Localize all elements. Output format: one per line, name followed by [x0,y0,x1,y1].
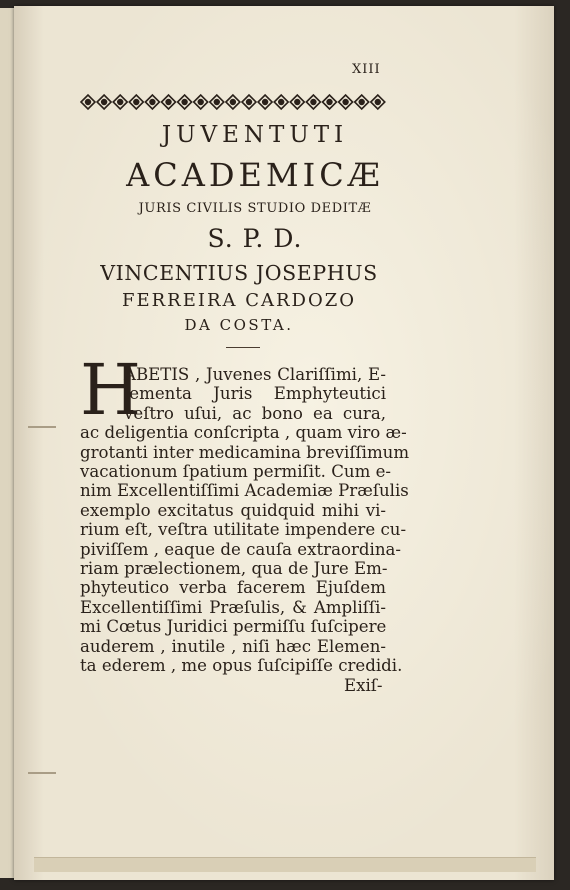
author-line-2: FERREIRA CARDOZO [121,290,357,311]
body-line: ABETIS , Juvenes Clariſſimi, E- [124,365,386,384]
body-line: riam prælectionem, qua de Jure Em- [80,559,388,578]
author-line-3: DA COSTA. [184,316,294,334]
heading-line-4: S. P. D. [207,224,303,253]
heading-line-3: JURIS CIVILIS STUDIO DEDITÆ [138,201,372,216]
heading-rule [226,347,260,348]
body-line: mi Cœtus Juridici permiſſu ſuſcipere [80,617,387,637]
body-line: auderem , inutile , niſi hæc Elemen- [80,636,386,656]
author-line-1: VINCENTIUS JOSEPHUS [100,261,378,285]
bottom-page-edge [34,857,536,872]
body-line: ta ederem , me opus ſuſcipiſſe credidi. [80,656,403,675]
ornamental-border-icon [80,92,386,112]
body-line: piviſſem , eaque de cauſa extraordina- [80,539,402,559]
binding-stitch [28,426,56,428]
body-line: lementa Juris Emphyteutici [124,384,386,404]
page-number: XIII [352,62,381,77]
catchword: Exiſ- [344,676,383,695]
binding-stitch [28,772,56,774]
body-line: phyteutico verba facerem Ejuſdem [80,578,386,598]
heading-line-1: JUVENTUTI [161,122,349,148]
body-line: exemplo excitatus quidquid mihi vi- [80,500,386,520]
body-line: grotanti inter medicamina breviſſimum [80,442,410,462]
heading-line-2: ACADEMICÆ [126,156,384,194]
drop-cap: H [80,349,142,431]
body-line: veſtro uſui, ac bono ea cura, [124,403,386,423]
body-line: ac deligentia conſcripta , quam viro æ- [80,423,407,443]
body-line: rium eſt, veſtra utilitate impendere cu- [80,520,407,540]
body-line: vacationum ſpatium permiſit. Cum e- [80,462,392,481]
body-line: nim Excellentiſſimi Academiæ Præſulis [80,481,409,501]
body-line: Excellentiſſimi Præſulis, & Ampliſſi- [80,597,386,617]
